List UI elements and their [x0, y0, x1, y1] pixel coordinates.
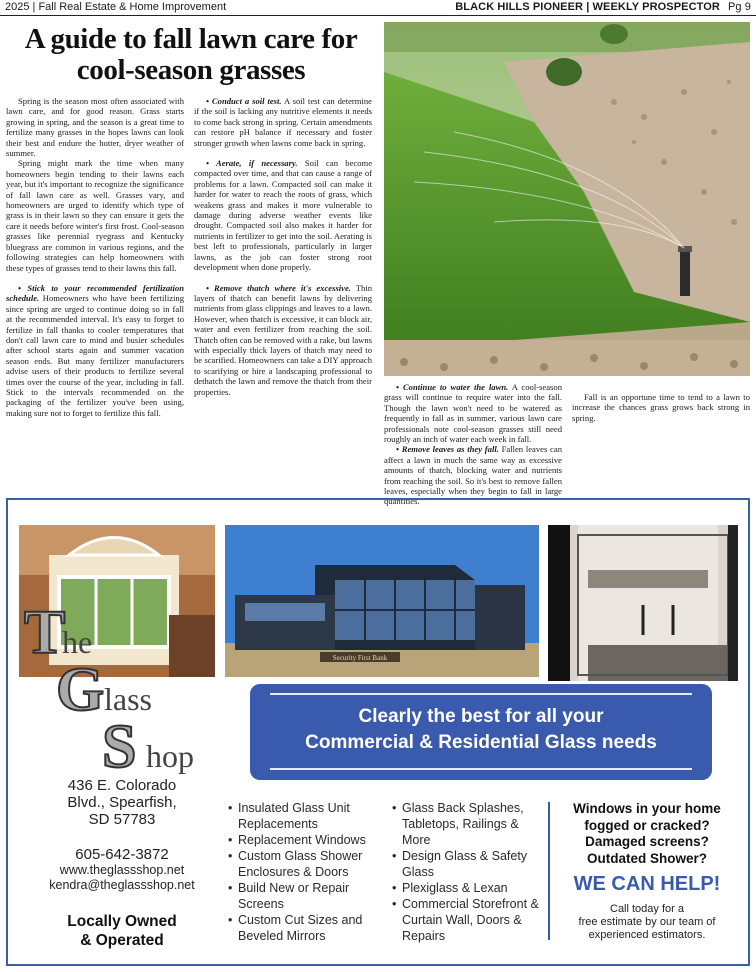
logo-letter: G: [56, 656, 105, 724]
address-line-1: 436 E. Colorado: [67, 777, 177, 794]
page-number: Pg 9: [727, 1, 751, 13]
banner-rule: [270, 693, 692, 695]
commercial-building-photo: [225, 525, 539, 677]
service-item: • Commercial Storefront & Curtain Wall, Doors & Repairs: [392, 896, 542, 944]
divider: [548, 802, 550, 940]
service-item: • Custom Glass Shower Enclosures & Doors: [228, 848, 393, 880]
publication-title: BLACK HILLS PIONEER | WEEKLY PROSPECTOR: [455, 1, 720, 13]
bank-sign: Security First Bank: [332, 654, 388, 662]
article-column-4: [572, 382, 750, 423]
logo-letter: S: [102, 713, 137, 775]
service-item: • Insulated Glass Unit Replacements: [228, 800, 393, 832]
address-line-2: Blvd., Spearfish,: [67, 794, 177, 811]
cta-small-2: free estimate by our team of: [578, 916, 716, 928]
tip-body: Fallen leaves can affect a lawn in much the same way as excessive amounts of thatch, blocking water and nutrients from reaching the soil. So it's best to remove fallen leaves, especially when they begin to fall in large quantities.: [384, 444, 562, 507]
service-item: • Replacement Windows: [228, 832, 393, 848]
cta-question-2: fogged or cracked?: [584, 817, 710, 833]
tip-heading: • Remove leaves as they fall.: [396, 444, 499, 455]
tip-heading: • Continue to water the lawn.: [396, 382, 509, 392]
tip-heading: • Aerate, if necessary.: [206, 158, 298, 169]
cta-question-1: Windows in your home: [573, 801, 721, 816]
lawn-sprinkler-photo: [384, 22, 750, 376]
locally-owned-line-1: Locally Owned: [67, 913, 177, 930]
title-line-2: cool-season grasses: [76, 54, 306, 86]
tip-heading: • Remove thatch where it's excessive.: [206, 282, 351, 293]
logo-word: hop: [146, 738, 194, 774]
call-to-action: [554, 801, 740, 942]
glass-shop-logo: [22, 595, 222, 775]
tip-heading: • Stick to your recommended fertilization schedule.: [6, 282, 184, 304]
banner-line-1: Clearly the best for all your: [358, 706, 604, 727]
tip-heading: • Conduct a soil test.: [206, 96, 282, 106]
intro-paragraph-1: Spring is the season most often associated with lawn care, and for good reason. Grass starts growing in spring, and the season is a great time to fertilize many grasses in the hopes lawns can look their best and endure the hotter, dryer weather of summer.: [6, 96, 184, 159]
title-line-1: A guide to fall lawn care for: [24, 23, 358, 55]
glass-shower-photo: [548, 525, 738, 681]
lawn-sprinkler-illustration: [384, 22, 750, 376]
tip-soil-test: [194, 96, 372, 148]
logo-letter: T: [24, 599, 66, 667]
service-item: • Custom Cut Sizes and Beveled Mirrors: [228, 912, 393, 944]
logo-word: he: [62, 624, 93, 660]
service-item: • Build New or Repair Screens: [228, 880, 393, 912]
services-list-2: [392, 800, 542, 944]
banner-line-2: Commercial & Residential Glass needs: [305, 732, 657, 753]
service-item: • Design Glass & Safety Glass: [392, 848, 542, 880]
intro-paragraph-2: Spring might mark the time when many homeowners begin tending to their lawns each year, but it's important to recognize the significance of fall lawn care as well. Grasses vary, and homeowners are urged to identify which type of grass is in their lawn so they can ensure it gets the care it needs before winter's first frost. Cool-season grasses like perennial ryegrass and Kentucky bluegrass are common in various regions, and the following strategies can help homeowners with these types of grasses tend to their lawns this fall.: [6, 158, 184, 273]
cta-small-1: Call today for a: [610, 903, 684, 915]
tip-thatch: [194, 283, 372, 397]
banner-rule: [270, 768, 692, 770]
address-line-3: SD 57783: [88, 811, 156, 828]
tip-fertilization: [6, 283, 184, 418]
section-label: 2025 | Fall Real Estate & Home Improvement: [5, 1, 227, 13]
services-list-1: [228, 800, 393, 944]
tagline-banner: [250, 684, 712, 780]
cta-question-4: Outdated Shower?: [586, 850, 707, 866]
service-item: • Plexiglass & Lexan: [392, 880, 542, 896]
article-column-2: [194, 96, 372, 397]
tip-aerate: [194, 158, 372, 272]
website-link[interactable]: www.theglassshop.net: [59, 863, 185, 877]
tip-water: [384, 382, 562, 444]
glass-shop-advertisement: [6, 498, 750, 966]
page-header: [0, 0, 756, 16]
tip-body: Soil can become compacted over time, and that can cause a range of problems for a lawn. Compacted soil can make it harder for water to reach the roots of grass, which weakens grass and makes it more vulnerable to damage during adverse weather events like drought. Compacted soil also makes it harder for nutrients in fertilizer to get into the soil. Aerating is best left to professionals, particularly in larger lawns, as the job can foster strong root development when done properly.: [194, 158, 373, 273]
tip-body: A soil test can determine if the soil is lacking any nutritive elements it needs to come back strong in spring. Certain amendments can restore pH balance if necessary and foster stronger growth when lawns come back in spring.: [194, 96, 372, 148]
article-column-1: [6, 96, 184, 418]
we-can-help: WE CAN HELP!: [573, 873, 721, 895]
article-column-3: [384, 382, 562, 507]
cta-question-3: Damaged screens?: [585, 834, 709, 849]
phone-number: 605-642-3872: [75, 846, 169, 863]
closing-paragraph: Fall is an opportune time to tend to a lawn to increase the chances grass grows back strong in spring.: [572, 392, 750, 423]
article-title: [8, 24, 374, 86]
contact-info: [24, 777, 220, 950]
tip-body: A cool-season grass will continue to require water into the fall. Though the lawn won't need to be watered as frequently in fall as in summer, various lawn care professionals note cool-season grasses still need roughly an inch of water each week in fall.: [384, 382, 562, 445]
service-item: • Glass Back Splashes, Tabletops, Railings & More: [392, 800, 542, 848]
tip-body: Homeowners who have been fertilizing since spring are urged to continue doing so in fall at the recommended interval. It's easy to forget to fertilize in fall thanks to cooler temperatures that don't call lawn care to mind and busier schedules after school starts again and summer vacation season ends. But many fertilizer manufacturers advise users of their products to fertilize several times over the course of the year, including in fall. Stick to the intervals recommended on the packaging of the fertilizer you've been using, making sure not to forget to fertilize this fall.: [6, 293, 184, 418]
tip-body: Thin layers of thatch can benefit lawns by delivering nutrients from glass clippings and leaves to a lawn. However, when thatch is excessive, it can block air, water and even fertilizer from reaching the soil. Thatch often can be removed with a rake, but lawns with especially thick layers of thatch may need to be scarified. Homeowners can take a DIY approach to scarifying or hire a landscaping professional to dethatch the lawn and remove the thatch from their properties.: [194, 282, 373, 397]
logo-word: lass: [104, 681, 152, 717]
email-link[interactable]: kendra@theglassshop.net: [49, 878, 195, 892]
cta-small-3: experienced estimators.: [588, 929, 706, 941]
locally-owned-line-2: & Operated: [80, 932, 164, 949]
publication-name: [455, 0, 751, 14]
